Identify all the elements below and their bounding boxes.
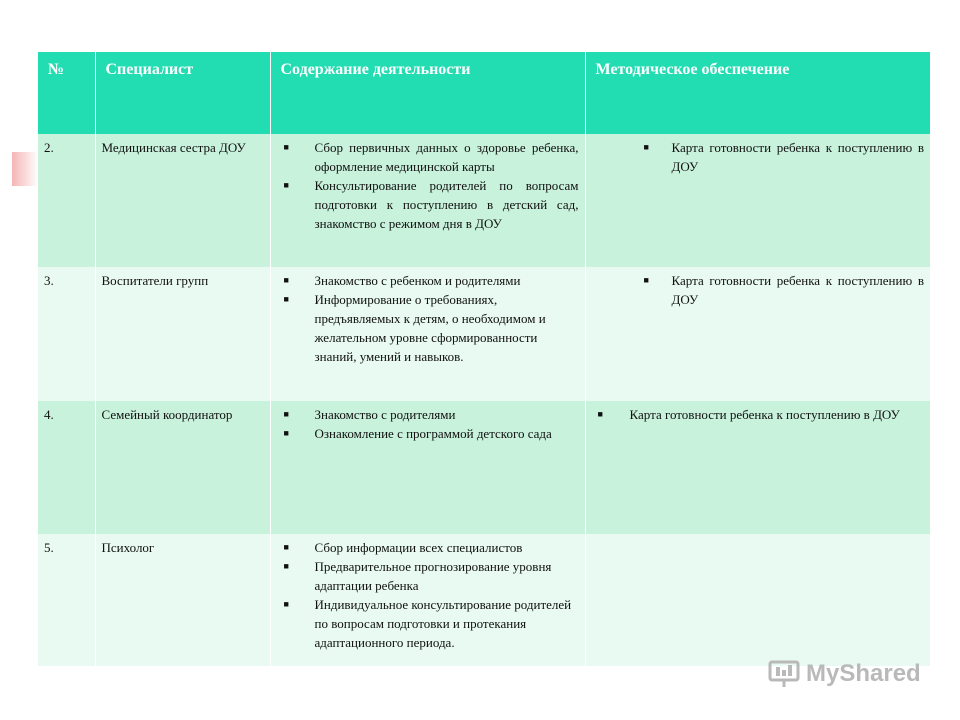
row-methods: [585, 401, 930, 534]
row-number: 4.: [38, 401, 95, 534]
row-specialist: Психолог: [95, 534, 270, 666]
row-number: 5.: [38, 534, 95, 666]
presentation-board-icon: [768, 659, 802, 689]
table-row: [38, 534, 930, 666]
table-row: [38, 134, 930, 267]
watermark-logo: [768, 656, 921, 692]
bullet-icon: ■: [643, 142, 649, 152]
header-specialist: Специалист: [95, 52, 270, 134]
list-item: ■ Знакомство с родителями: [283, 407, 456, 422]
row-number: 3.: [38, 267, 95, 401]
header-methods: Методическое обеспечение: [585, 52, 930, 134]
list-item: ■ Предварительное прогнозирование уровня адаптации ребенка: [283, 559, 552, 593]
bullet-icon: ■: [283, 599, 289, 609]
decorative-accent-bar: [12, 152, 38, 186]
list-item: ■ Карта готовности ребенка к поступлению в ДОУ: [643, 140, 924, 174]
bullet-icon: ■: [597, 409, 603, 419]
watermark-text: MyShared: [806, 660, 921, 687]
list-item: ■ Индивидуальное консультирование родителей по вопросам подготовки и протекания адаптационного периода.: [283, 597, 572, 650]
row-number: 2.: [38, 134, 95, 267]
bullet-icon: ■: [283, 542, 289, 552]
row-activities: [270, 267, 585, 401]
row-specialist: Семейный координатор: [95, 401, 270, 534]
row-activities: [270, 534, 585, 666]
row-specialist: Воспитатели групп: [95, 267, 270, 401]
header-number: №: [38, 52, 95, 134]
adaptation-table: [38, 52, 930, 666]
row-activities: [270, 134, 585, 267]
bullet-icon: ■: [283, 180, 289, 190]
bullet-icon: ■: [283, 275, 289, 285]
list-item: ■ Сбор первичных данных о здоровье ребенка, оформление медицинской карты: [283, 140, 579, 174]
row-methods: [585, 134, 930, 267]
list-item: ■ Консультирование родителей по вопросам подготовки к поступлению в детский сад, знакомство с режимом дня в ДОУ: [283, 178, 579, 231]
bullet-icon: ■: [283, 428, 289, 438]
bullet-icon: ■: [283, 561, 289, 571]
list-item: ■ Карта готовности ребенка к поступлению в ДОУ: [643, 273, 924, 307]
list-item: ■ Сбор информации всех специалистов: [283, 540, 523, 555]
table-header-row: [38, 52, 930, 134]
header-content: Содержание деятельности: [270, 52, 585, 134]
bullet-icon: ■: [283, 294, 289, 304]
table-row: [38, 267, 930, 401]
list-item: ■ Информирование о требованиях, предъявляемых к детям, о необходимом и желательном уровне сформированности знаний, умений и навыков.: [283, 292, 546, 364]
row-methods: [585, 267, 930, 401]
row-methods: [585, 534, 930, 666]
table-row: [38, 401, 930, 534]
list-item: ■ Знакомство с ребенком и родителями: [283, 273, 521, 288]
row-specialist: Медицинская сестра ДОУ: [95, 134, 270, 267]
row-activities: [270, 401, 585, 534]
bullet-icon: ■: [643, 275, 649, 285]
list-item: ■ Карта готовности ребенка к поступлению в ДОУ: [597, 407, 900, 422]
bullet-icon: ■: [283, 142, 289, 152]
bullet-icon: ■: [283, 409, 289, 419]
list-item: ■ Ознакомление с программой детского сада: [283, 426, 552, 441]
